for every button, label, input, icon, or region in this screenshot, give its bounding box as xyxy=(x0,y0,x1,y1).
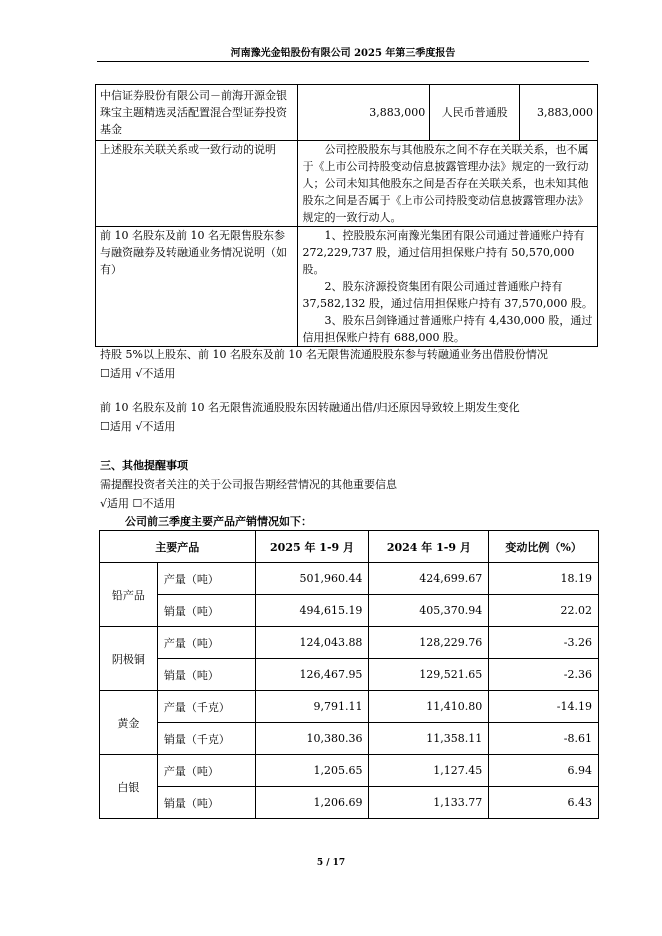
table-row xyxy=(100,787,599,819)
value-2025: 494,615.19 xyxy=(255,595,369,627)
fund-shares-cell: 3,883,000 xyxy=(298,85,430,141)
table-row xyxy=(100,659,599,691)
section-checkbox: √适用 ☐不适用 xyxy=(100,497,176,510)
change-value: 6.94 xyxy=(489,755,599,787)
value-2024: 129,521.65 xyxy=(369,659,489,691)
lending-note xyxy=(100,345,548,383)
table-intro: 公司前三季度主要产品产销情况如下： xyxy=(125,515,312,528)
value-2024: 405,370.94 xyxy=(369,595,489,627)
header-divider xyxy=(97,61,589,62)
value-2025: 9,791.11 xyxy=(255,691,369,723)
item-label: 产量（吨） xyxy=(157,627,255,659)
item-label: 产量（千克） xyxy=(157,691,255,723)
table-row xyxy=(100,627,599,659)
value-2024: 11,358.11 xyxy=(369,723,489,755)
product-name: 黄金 xyxy=(100,691,158,755)
item-label: 销量（吨） xyxy=(157,595,255,627)
value-2025: 1,206.69 xyxy=(255,787,369,819)
table-header-row xyxy=(100,531,599,563)
table-row xyxy=(100,691,599,723)
section-desc-block xyxy=(100,475,397,513)
fund-name-cell: 中信证券股份有限公司－前海开源金银珠宝主题精选灵活配置混合型证券投资基金 xyxy=(96,85,298,141)
change-value: -3.26 xyxy=(489,627,599,659)
item-label: 产量（吨） xyxy=(157,563,255,595)
product-name: 白银 xyxy=(100,755,158,819)
fund-share-count-cell: 3,883,000 xyxy=(520,85,598,141)
item-label: 销量（吨） xyxy=(157,659,255,691)
value-2024: 1,127.45 xyxy=(369,755,489,787)
relation-label-cell: 上述股东关联关系或一致行动的说明 xyxy=(96,141,298,227)
change-checkbox: ☐适用 √不适用 xyxy=(100,420,176,433)
table-row xyxy=(100,563,599,595)
item-label: 销量（吨） xyxy=(157,787,255,819)
change-value: 18.19 xyxy=(489,563,599,595)
change-value: 22.02 xyxy=(489,595,599,627)
change-value: -8.61 xyxy=(489,723,599,755)
value-2024: 424,699.67 xyxy=(369,563,489,595)
table-row xyxy=(96,85,598,141)
table-row xyxy=(100,723,599,755)
product-table xyxy=(99,530,599,819)
value-2024: 1,133.77 xyxy=(369,787,489,819)
table-row xyxy=(96,141,598,227)
margin-text-3: 3、股东吕剑锋通过普通账户持有 4,430,000 股，通过信用担保账户持有 688,000 股。 xyxy=(302,314,593,344)
header-2024: 2024 年 1-9 月 xyxy=(369,531,489,563)
margin-text-2: 2、股东济源投资集团有限公司通过普通账户持有 37,582,132 股，通过信用担保账户持有 37,570,000 股。 xyxy=(302,280,593,310)
value-2024: 11,410.80 xyxy=(369,691,489,723)
relation-text-cell: 公司控股股东与其他股东之间不存在关联关系，也不属于《上市公司持股变动信息披露管理办法》规定的一致行动人；公司未知其他股东之间是否存在关联关系，也未知其他股东之间是否属于《上市公司持股变动信息披露管理办法》规定的一致行动人。 xyxy=(298,141,598,227)
lending-checkbox: ☐适用 √不适用 xyxy=(100,367,176,380)
shareholder-table xyxy=(95,84,598,347)
section-desc: 需提醒投资者关注的关于公司报告期经营情况的其他重要信息 xyxy=(100,478,397,491)
section-title: 三、其他提醒事项 xyxy=(100,459,188,472)
value-2024: 128,229.76 xyxy=(369,627,489,659)
value-2025: 124,043.88 xyxy=(255,627,369,659)
change-value: -14.19 xyxy=(489,691,599,723)
value-2025: 126,467.95 xyxy=(255,659,369,691)
table-row xyxy=(96,227,598,347)
header-change: 变动比例（%） xyxy=(489,531,599,563)
product-name: 阴极铜 xyxy=(100,627,158,691)
change-value: -2.36 xyxy=(489,659,599,691)
margin-text-1: 1、控股股东河南豫光集团有限公司通过普通账户持有 272,229,737 股，通过信用担保账户持有 50,570,000 股。 xyxy=(302,229,585,276)
margin-text-cell xyxy=(298,227,598,347)
change-value: 6.43 xyxy=(489,787,599,819)
value-2025: 10,380.36 xyxy=(255,723,369,755)
table-row xyxy=(100,595,599,627)
margin-label-cell: 前 10 名股东及前 10 名无限售股东参与融资融券及转融通业务情况说明（如有） xyxy=(96,227,298,347)
page-number: 5 / 17 xyxy=(316,858,346,868)
report-header: 河南豫光金铅股份有限公司 2025 年第三季度报告 xyxy=(230,48,456,59)
lending-title: 持股 5%以上股东、前 10 名股东及前 10 名无限售流通股股东参与转融通业务出借股份情况 xyxy=(100,348,548,361)
value-2025: 1,205.65 xyxy=(255,755,369,787)
value-2025: 501,960.44 xyxy=(255,563,369,595)
header-product: 主要产品 xyxy=(100,531,256,563)
change-title: 前 10 名股东及前 10 名无限售流通股股东因转融通出借/归还原因导致较上期发生变化 xyxy=(100,401,520,414)
header-2025: 2025 年 1-9 月 xyxy=(255,531,369,563)
item-label: 产量（吨） xyxy=(157,755,255,787)
item-label: 销量（千克） xyxy=(157,723,255,755)
table-row xyxy=(100,755,599,787)
product-name: 铅产品 xyxy=(100,563,158,627)
fund-share-type-cell: 人民币普通股 xyxy=(430,85,520,141)
change-note xyxy=(100,398,520,436)
